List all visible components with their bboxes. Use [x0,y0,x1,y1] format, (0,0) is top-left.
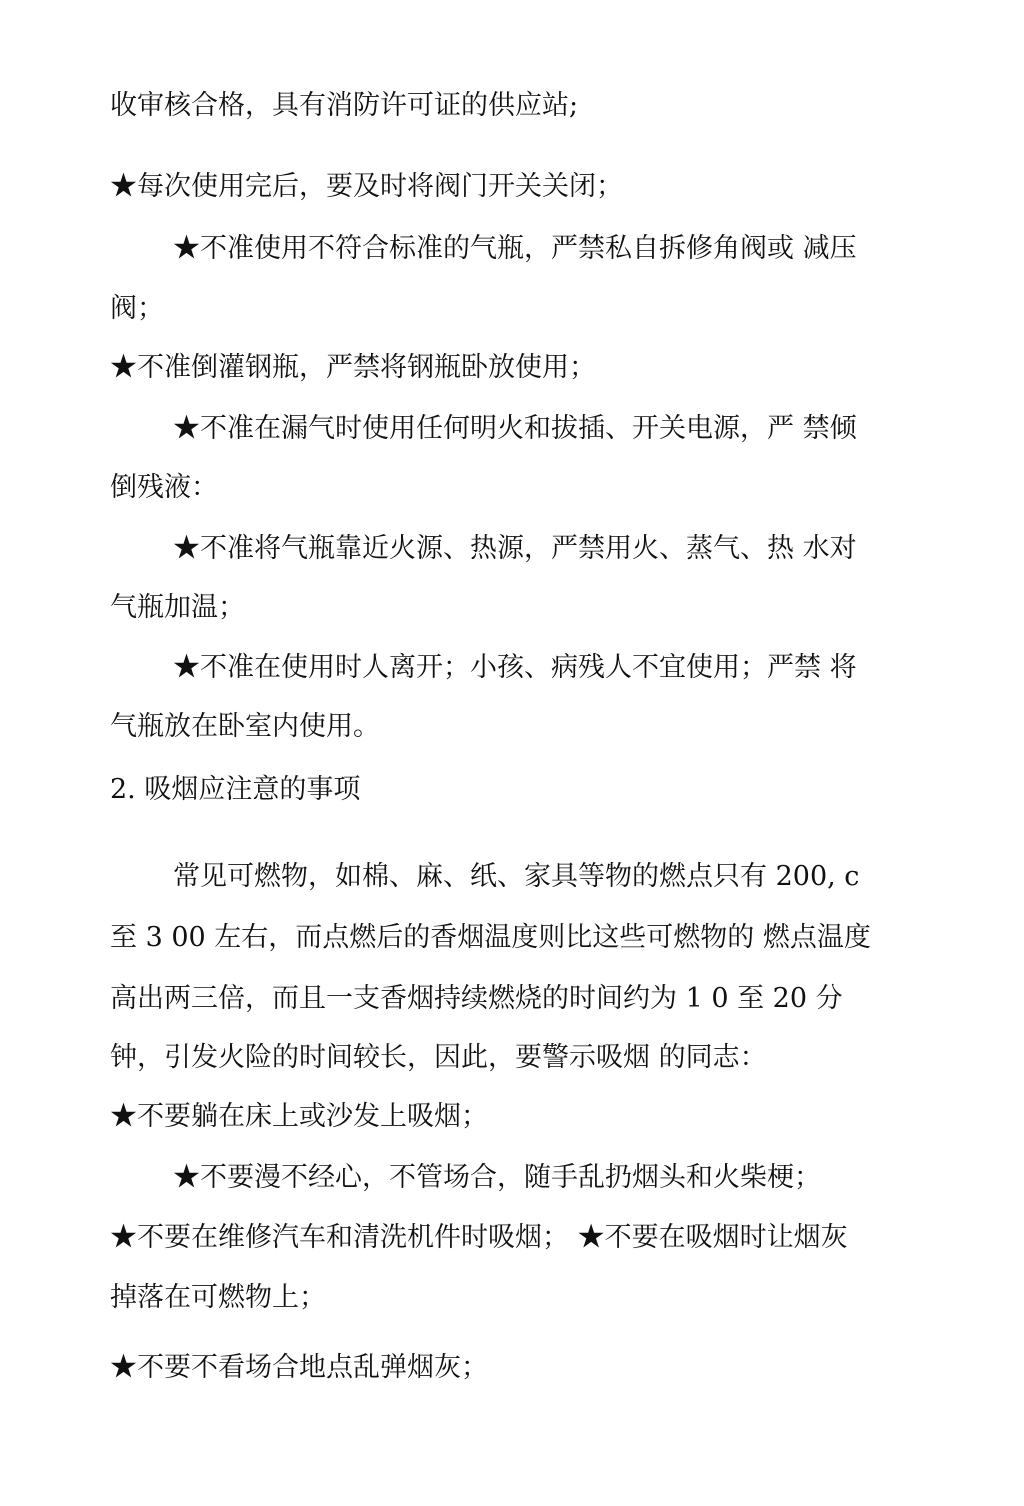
text-line-20: 掉落在可燃物上； [110,1282,326,1313]
text-line-4: 阀； [110,293,164,324]
text-line-11: 气瓶放在卧室内使用。 [110,711,380,742]
text-line-16: 钟，引发火险的时间较长，因此，要警示吸烟 的同志： [110,1042,767,1073]
section-heading: 2. 吸烟应注意的事项 [110,774,361,805]
text-line-1: 收审核合格，具有消防许可证的供应站; [110,90,579,121]
text-line-18: ★不要漫不经心，不管场合，随手乱扔烟头和火柴梗； [173,1162,821,1193]
text-line-6: ★不准在漏气时使用任何明火和拔插、开关电源，严 禁倾 [173,413,857,444]
text-line-7: 倒残液： [110,472,218,503]
text-line-5: ★不准倒灌钢瓶，严禁将钢瓶卧放使用； [110,352,596,383]
text-line-17: ★不要躺在床上或沙发上吸烟； [110,1101,488,1132]
text-line-2: ★每次使用完后，要及时将阀门开关关闭； [110,171,623,202]
text-line-19: ★不要在维修汽车和清洗机件时吸烟； ★不要在吸烟时让烟灰 [110,1222,848,1253]
text-line-3: ★不准使用不符合标准的气瓶，严禁私自拆修角阀或 减压 [173,233,857,264]
text-line-10: ★不准在使用时人离开；小孩、病残人不宜使用；严禁 将 [173,652,857,683]
text-line-14: 至 3 00 左右，而点燃后的香烟温度则比这些可燃物的 燃点温度 [110,922,871,953]
text-line-9: 气瓶加温； [110,592,245,623]
text-line-21: ★不要不看场合地点乱弹烟灰； [110,1352,488,1383]
text-line-13: 常见可燃物，如棉、麻、纸、家具等物的燃点只有 200, c [173,861,860,892]
text-line-15: 高出两三倍，而且一支香烟持续燃烧的时间约为 1 0 至 20 分 [110,983,843,1014]
text-line-8: ★不准将气瓶靠近火源、热源，严禁用火、蒸气、热 水对 [173,533,857,564]
